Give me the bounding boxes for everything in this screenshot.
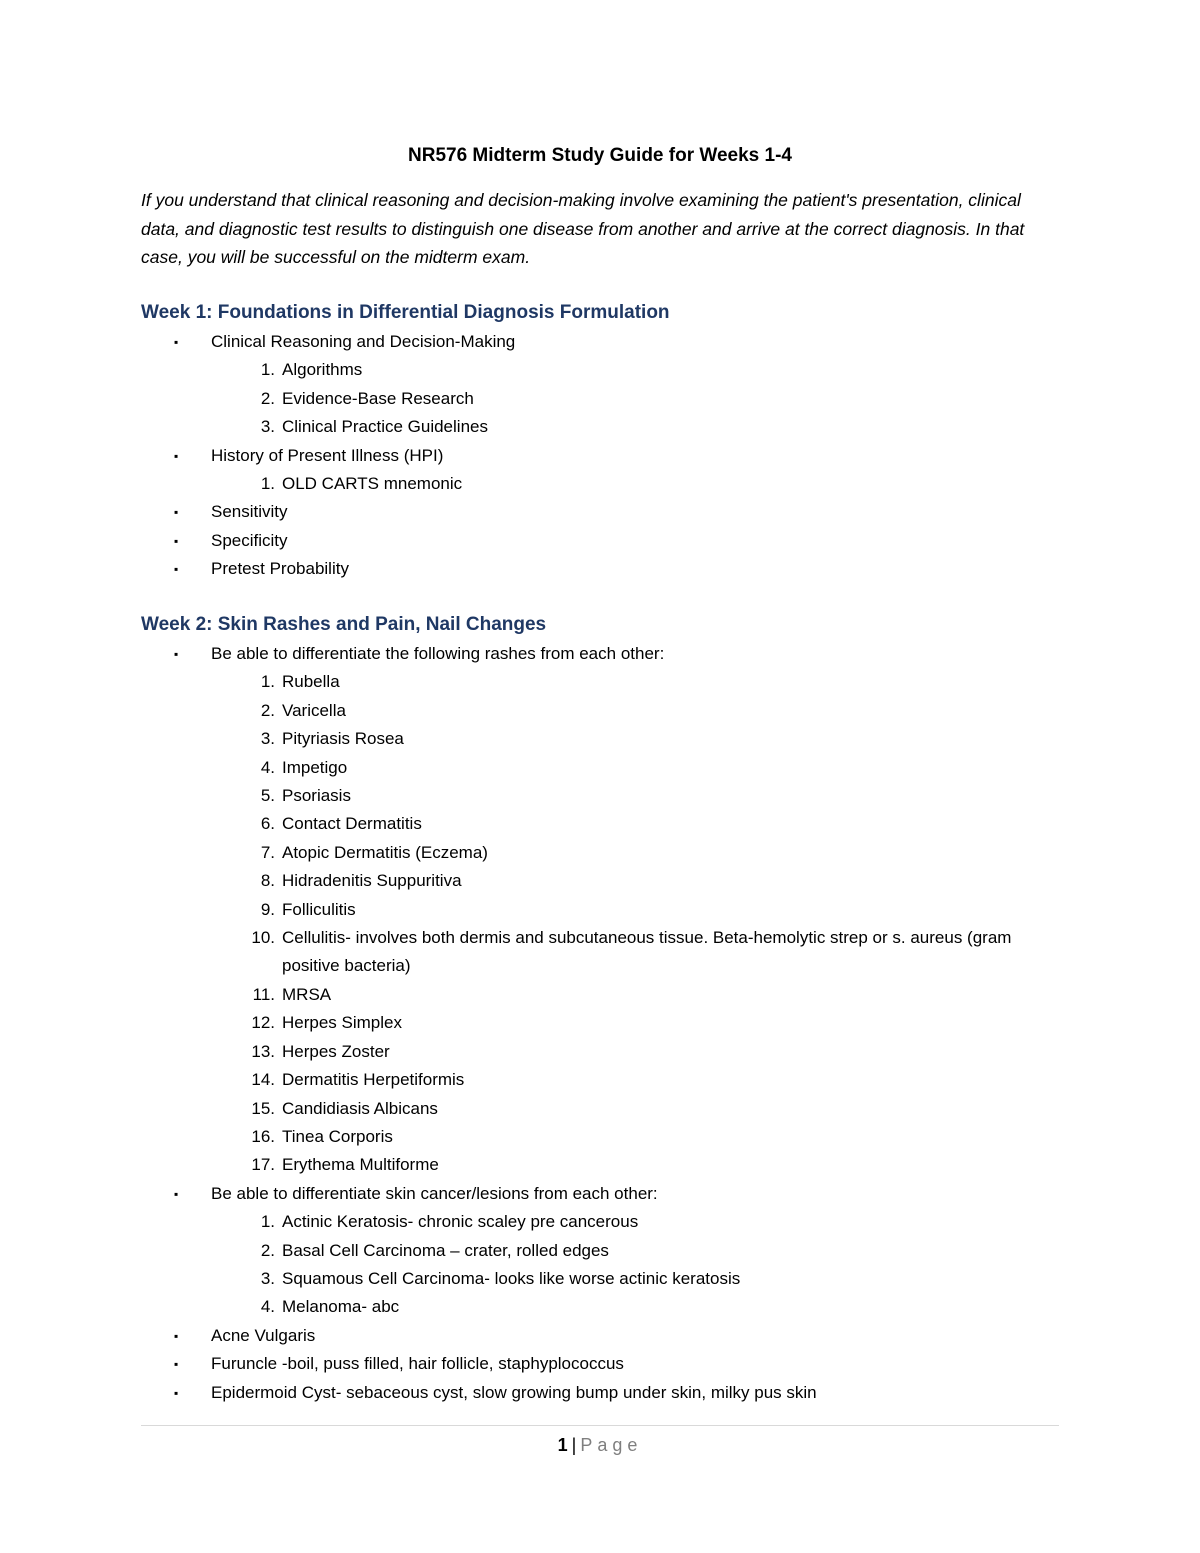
item-number: 16.	[251, 1126, 275, 1146]
bullet-item	[141, 1180, 1032, 1208]
item-text: Tinea Corporis	[282, 1126, 393, 1146]
item-text: Psoriasis	[282, 786, 351, 806]
item-number: 17.	[251, 1155, 275, 1175]
numbered-item	[141, 1009, 1032, 1037]
numbered-item	[141, 924, 1032, 981]
numbered-item	[141, 413, 515, 441]
item-number: 4.	[260, 757, 275, 777]
item-text: Sensitivity	[211, 502, 288, 522]
footer-separator: |	[571, 1435, 577, 1455]
numbered-item	[141, 896, 1032, 924]
item-text: Actinic Keratosis- chronic scaley pre cancerous	[282, 1212, 639, 1232]
numbered-item	[141, 782, 1032, 810]
square-bullet-icon: ▪	[174, 1328, 179, 1343]
item-number: 15.	[251, 1098, 275, 1118]
numbered-item	[141, 754, 1032, 782]
page-footer	[0, 1432, 1200, 1458]
item-text: Impetigo	[282, 757, 348, 777]
item-text: Herpes Simplex	[282, 1013, 402, 1033]
bullet-item	[141, 442, 515, 470]
numbered-item	[141, 1293, 1032, 1321]
square-bullet-icon: ▪	[174, 335, 179, 349]
item-text: Pityriasis Rosea	[282, 729, 404, 749]
week1-heading: Week 1: Foundations in Differential Diagnosis Formulation	[141, 302, 670, 323]
item-number: 9.	[260, 899, 275, 919]
item-number: 2.	[260, 388, 275, 408]
item-number: 13.	[251, 1041, 275, 1061]
numbered-item	[141, 839, 1032, 867]
item-text: Melanoma- abc	[282, 1297, 400, 1317]
page-label: Page	[580, 1435, 643, 1455]
item-text: Contact Dermatitis	[282, 814, 422, 834]
item-text: Basal Cell Carcinoma – crater, rolled edges	[282, 1240, 609, 1260]
item-number: 11.	[252, 984, 275, 1004]
square-bullet-icon: ▪	[174, 1357, 179, 1372]
item-text: Varicella	[282, 700, 346, 720]
item-number: 3.	[260, 1268, 275, 1288]
item-number: 12.	[251, 1013, 275, 1033]
square-bullet-icon: ▪	[174, 505, 179, 520]
item-number: 2.	[260, 1240, 275, 1260]
bullet-item	[141, 1322, 1032, 1350]
week2-heading: Week 2: Skin Rashes and Pain, Nail Changes	[141, 614, 547, 635]
square-bullet-icon: ▪	[174, 533, 179, 548]
item-number: 1.	[260, 1212, 275, 1232]
numbered-item	[141, 1151, 1032, 1179]
item-number: 5.	[260, 786, 275, 806]
item-text: Specificity	[211, 530, 288, 550]
item-text: Folliculitis	[282, 899, 356, 919]
item-number: 3.	[260, 417, 275, 437]
square-bullet-icon: ▪	[174, 448, 179, 463]
numbered-item	[141, 1095, 1032, 1123]
item-text: Evidence-Base Research	[282, 388, 474, 408]
item-text: Furuncle -boil, puss filled, hair follicle, staphyplococcus	[211, 1354, 624, 1374]
item-text: Acne Vulgaris	[211, 1325, 316, 1345]
numbered-item	[141, 385, 515, 413]
bullet-item	[141, 555, 515, 583]
item-text: Be able to differentiate the following rashes from each other:	[211, 644, 665, 663]
numbered-item	[141, 697, 1032, 725]
item-text: Pretest Probability	[211, 559, 349, 579]
numbered-item	[141, 1237, 1032, 1265]
item-number: 4.	[260, 1297, 275, 1317]
footer-divider	[141, 1425, 1059, 1426]
square-bullet-icon: ▪	[174, 1186, 179, 1201]
intro-paragraph: If you understand that clinical reasoning and decision-making involve examining the patient's presentation, clinical data, and diagnostic test results to distinguish one disease from another and arrive at the correct diagnosis. In that case, you will be successful on the midterm exam.	[141, 190, 1025, 267]
item-text: MRSA	[282, 984, 332, 1004]
numbered-item	[141, 1038, 1032, 1066]
bullet-item	[141, 527, 515, 555]
item-text: Epidermoid Cyst- sebaceous cyst, slow growing bump under skin, milky pus skin	[211, 1382, 817, 1402]
item-text: Squamous Cell Carcinoma- looks like worse actinic keratosis	[282, 1268, 741, 1288]
item-text: Erythema Multiforme	[282, 1155, 439, 1175]
square-bullet-icon: ▪	[174, 1385, 179, 1400]
item-text: Clinical Practice Guidelines	[282, 417, 488, 437]
page-number: 1	[557, 1435, 568, 1455]
numbered-item	[141, 1265, 1032, 1293]
week1-list	[141, 328, 515, 584]
numbered-item	[141, 1123, 1032, 1151]
item-text: Atopic Dermatitis (Eczema)	[282, 842, 488, 862]
numbered-item	[141, 810, 1032, 838]
numbered-item	[141, 356, 515, 384]
item-text: OLD CARTS mnemonic	[282, 474, 463, 494]
numbered-item	[141, 470, 515, 498]
bullet-item	[141, 1379, 1032, 1407]
item-text: Hidradenitis Suppuritiva	[282, 871, 462, 891]
square-bullet-icon: ▪	[174, 562, 179, 577]
square-bullet-icon: ▪	[174, 647, 179, 661]
document-title: NR576 Midterm Study Guide for Weeks 1-4	[408, 145, 792, 166]
item-number: 6.	[260, 814, 275, 834]
item-text: Algorithms	[282, 360, 363, 380]
bullet-item	[141, 640, 1032, 668]
numbered-item	[141, 668, 1032, 696]
item-text: Clinical Reasoning and Decision-Making	[211, 332, 516, 351]
item-text: Be able to differentiate skin cancer/lesions from each other:	[211, 1183, 658, 1203]
item-text: Herpes Zoster	[282, 1041, 390, 1061]
item-text: Rubella	[282, 672, 340, 692]
item-number: 1.	[260, 474, 275, 494]
item-number: 2.	[260, 700, 275, 720]
numbered-item	[141, 1208, 1032, 1236]
item-text: Cellulitis- involves both dermis and subcutaneous tissue. Beta-hemolytic strep or s. aureus (gram positive bacteria)	[282, 928, 1012, 976]
numbered-item	[141, 867, 1032, 895]
item-number: 14.	[251, 1070, 275, 1090]
item-number: 1.	[260, 360, 275, 380]
bullet-item	[141, 498, 515, 526]
item-text: Dermatitis Herpetiformis	[282, 1070, 465, 1090]
bullet-item	[141, 328, 515, 356]
item-number: 7.	[260, 842, 275, 862]
numbered-item	[141, 1066, 1032, 1094]
item-number: 8.	[260, 871, 275, 891]
item-number: 10.	[251, 928, 275, 948]
week2-list	[141, 640, 1032, 1407]
item-text: History of Present Illness (HPI)	[211, 445, 444, 465]
item-text: Candidiasis Albicans	[282, 1098, 438, 1118]
item-number: 1.	[260, 672, 275, 692]
numbered-item	[141, 725, 1032, 753]
bullet-item	[141, 1350, 1032, 1378]
item-number: 3.	[260, 729, 275, 749]
numbered-item	[141, 981, 1032, 1009]
